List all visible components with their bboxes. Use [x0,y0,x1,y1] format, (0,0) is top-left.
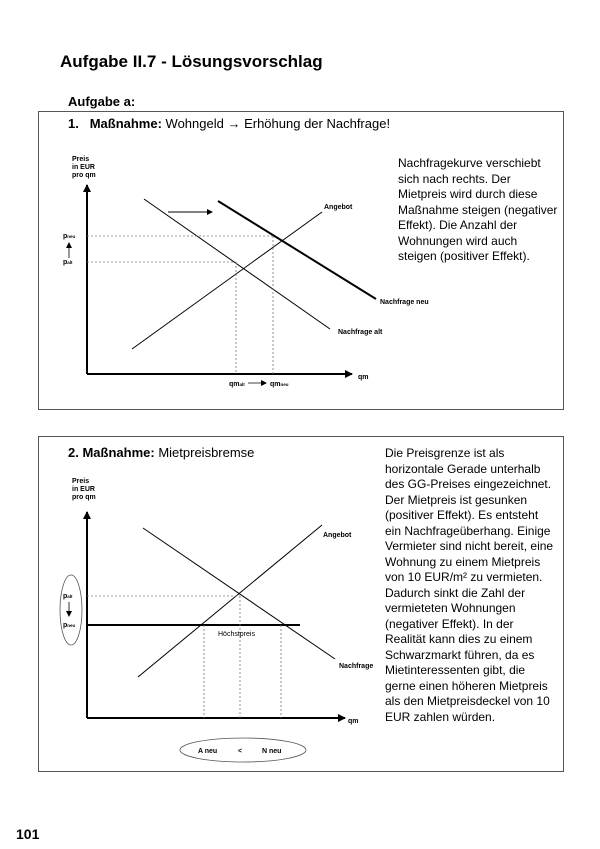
chart-2-a-new-label: A neu [198,748,218,755]
section-2-explanation: Die Preisgrenze ist als horizontale Gerade unterhalb des GG-Preises eingezeichnet. Der Mietpreis ist gesunken (positiver Effekt). Es entsteht ein Nachfrageüberhang. Einige Vermieter sind nicht bereit, eine Wohnung zu einem Mietpreis von 10 EUR/m² zu vermieten. Dadurch sinkt die Zahl der vermieteten Wohnungen (negativer Effekt). In der Realität kann dies zu einem Schwarzmarkt führen, da es Mietinteressenten gibt, die gerne einen höheren Mietpreis als den Mietpreisdeckel von 10 EUR zahlen würden. [385,446,554,724]
chart-2-y-label-line-2: in EUR [72,486,95,493]
chart-2-price-ellipse [60,575,82,645]
chart-1-y-label-line-2: in EUR [72,164,95,171]
chart-2-supply-line [138,525,322,677]
chart-1-y-label-line-3: pro qm [72,172,96,179]
chart-2-n-new-label: N neu [262,748,282,755]
chart-1-y-label-line-1: Preis [72,156,90,163]
chart-2-supply-label: Angebot [323,532,352,539]
chart-1-p-new-label: pneu [63,233,76,240]
page-number: 101 [16,826,40,842]
chart-2 [60,478,373,762]
chart-2-p-new-label: pneu [63,622,76,629]
chart-1-supply-label: Angebot [324,204,353,211]
section-1-explanation: Nachfragekurve verschiebt sich nach rechts. Der Mietpreis wird durch diese Maßnahme steigen (negativer Effekt). Die Anzahl der Wohnungen wird auch steigen (positiver Effekt). [398,156,558,263]
section-1-measure-text: Wohngeld → Erhöhung der Nachfrage! [165,116,391,131]
chart-2-demand-label: Nachfrage [339,663,374,670]
subtitle: Aufgabe a: [68,94,136,109]
chart-1 [63,156,429,388]
chart-2-p-old-label: palt [63,593,73,600]
section-2-measure-label: Maßnahme: [82,445,155,460]
chart-1-qm-new-label: qmneu [270,381,289,388]
section-2-number: 2. [68,445,79,460]
chart-1-x-label: qm [358,374,369,381]
chart-1-demand-old-line [144,199,330,329]
chart-2-cap-label: Höchstpreis [218,631,255,638]
chart-1-p-old-label: palt [63,259,73,266]
section-2-measure-text: Mietpreisbremse [158,445,255,460]
chart-2-y-label-line-3: pro qm [72,494,96,501]
chart-2-less-than: < [238,748,243,755]
chart-1-demand-new-label: Nachfrage neu [380,299,429,306]
chart-1-demand-old-label: Nachfrage alt [338,329,383,336]
chart-1-supply-line [132,212,322,349]
page-title: Aufgabe II.7 - Lösungsvorschlag [60,52,323,71]
chart-1-qm-old-label: qmalt [229,381,245,388]
chart-2-y-label-line-1: Preis [72,478,90,485]
section-1-number: 1. [68,116,79,131]
chart-1-demand-new-line [218,201,376,299]
section-1-measure-label: Maßnahme: [89,116,162,131]
chart-2-x-label: qm [348,718,359,725]
